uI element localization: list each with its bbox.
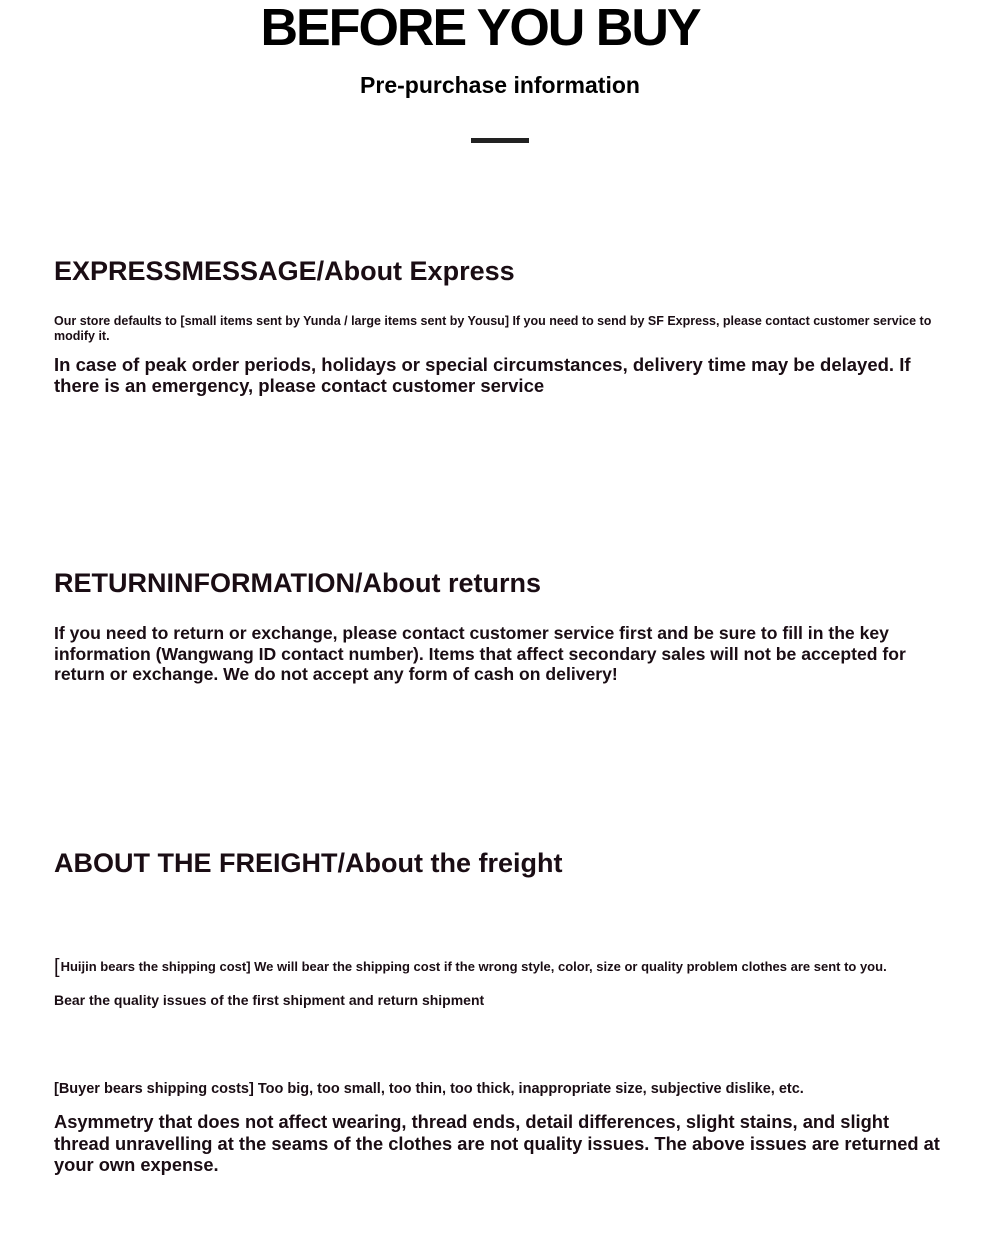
seller-shipping-note-text: Huijin bears the shipping cost] We will bear the shipping cost if the wrong style, color, size or quality problem clothes are sent to you. <box>60 959 887 974</box>
freight-heading: ABOUT THE FREIGHT/About the freight <box>54 848 563 878</box>
buyer-shipping-text: Asymmetry that does not affect wearing, thread ends, detail differences, slight stains, and slight thread unravelling at the seams of the clothes are not quality issues. The above issues are returned at your own expense. <box>54 1111 940 1175</box>
express-delay-text: In case of peak order periods, holidays or special circumstances, delivery time may be delayed. If there is an emergency, please contact customer service <box>54 354 911 396</box>
returns-heading: RETURNINFORMATION/About returns <box>54 568 541 598</box>
seller-shipping-note <box>54 957 887 977</box>
express-heading: EXPRESSMESSAGE/About Express <box>54 256 515 286</box>
seller-bracket: [ <box>54 956 60 978</box>
page-title: BEFORE YOU BUY <box>260 0 700 57</box>
title-divider <box>471 138 529 143</box>
buyer-shipping-note: [Buyer bears shipping costs] Too big, too small, too thin, too thick, inappropriate size, subjective dislike, etc. <box>54 1081 804 1097</box>
seller-shipping-subnote: Bear the quality issues of the first shipment and return shipment <box>54 992 485 1008</box>
express-default-note: Our store defaults to [small items sent by Yunda / large items sent by Yousu] If you need to send by SF Express, please contact customer service to modify it. <box>54 314 932 343</box>
page-subtitle: Pre-purchase information <box>360 72 640 98</box>
returns-text: If you need to return or exchange, please contact customer service first and be sure to fill in the key information (Wangwang ID contact number). Items that affect secondary sales will not be accepted for return or exchange. We do not accept any form of cash on delivery! <box>54 623 906 684</box>
